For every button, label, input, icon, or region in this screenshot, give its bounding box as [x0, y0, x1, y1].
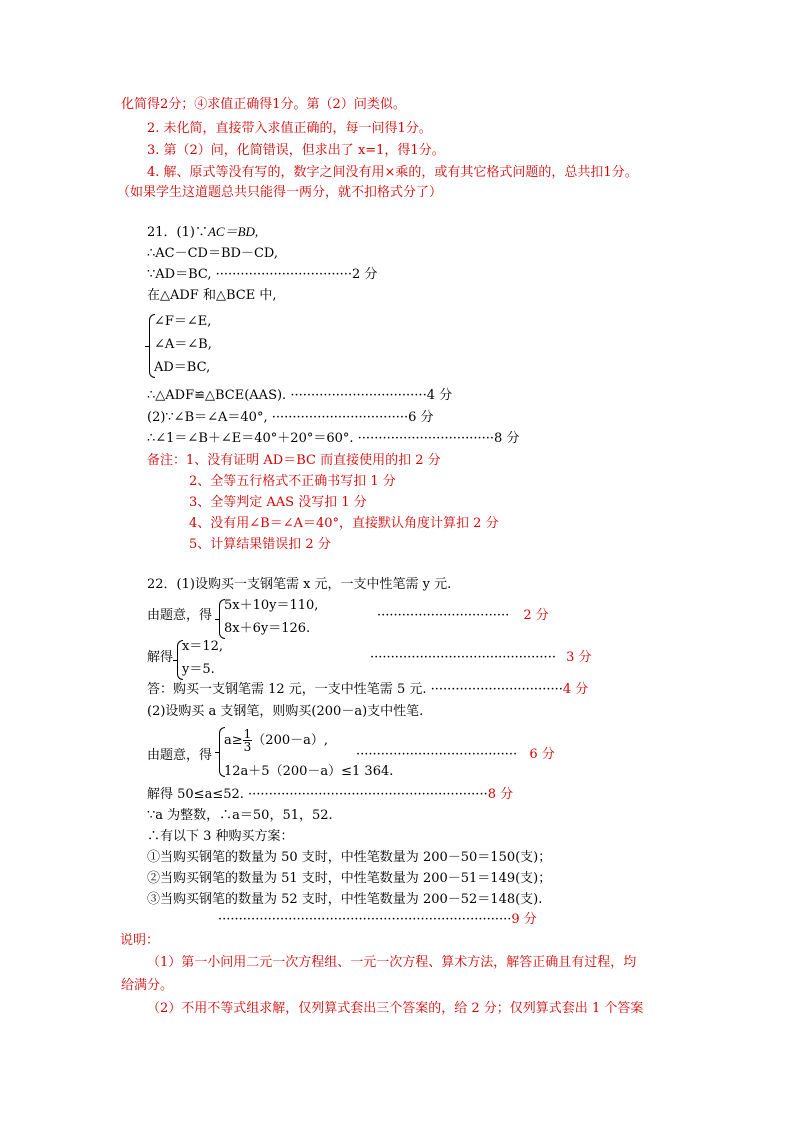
q22-lead-1: 由题意，得 [147, 608, 213, 623]
score-label: 2 分 [352, 267, 378, 282]
ineq-part: a≥ [224, 733, 243, 748]
q21-system-2: ∠A＝∠B, [154, 337, 212, 352]
q21-system-3: AD＝BC, [154, 360, 211, 375]
q22-ineq-lead: 由题意，得 [147, 748, 213, 763]
q21-line-3 [147, 266, 377, 284]
q21-line-4: 在△ADF 和△BCE 中, [147, 288, 277, 303]
ineq-part: （200－a）, [252, 733, 328, 748]
q21-line-7 [147, 430, 519, 448]
note-line-1: 化简得2分；④求值正确得1分。第（2）问类似。 [121, 97, 406, 112]
q22-three-plans: ∴有以下 3 种购买方案： [147, 829, 294, 844]
score-label: 8 分 [487, 787, 514, 802]
q22-ineq-2: 12a＋5（200－a）≤1 364. [224, 764, 394, 779]
explain-head: 说明： [120, 933, 160, 948]
note-line-2: 2. 未化简，直接带入求值正确的，每一问得1分。 [147, 121, 432, 136]
note-line-5: （如果学生这道题总共只能得一两分，就不扣格式分了） [117, 185, 443, 200]
leader-dots: ·························································· [248, 787, 488, 802]
q22-range [147, 786, 513, 804]
q22-eq-score-row [377, 607, 549, 625]
leader-dots: ································· [271, 410, 409, 425]
q21-number: 21．(1)∵ [147, 225, 208, 240]
q22-sol-2: y＝5. [182, 662, 215, 677]
q21-line-2: ∴AC－CD＝BD－CD, [147, 246, 278, 261]
q21-system-1: ∠F＝∠E, [154, 314, 212, 329]
q22-answer [147, 681, 588, 699]
q22-eq-1: 5x＋10y＝110, [224, 598, 319, 613]
q22-integer: ∵a 为整数，∴a＝50，51，52. [147, 808, 333, 823]
fraction-denominator: 3 [243, 740, 252, 754]
note-line-4: 4. 解、原式等没有写的，数字之间没有用×乘的，或有其它格式问题的，总共扣1分。 [147, 165, 638, 180]
q22-ineq-score-row [356, 746, 555, 764]
score-label: 4 分 [562, 682, 589, 697]
q21-given: AC＝BD, [207, 224, 259, 239]
q22-ineq-1 [224, 726, 328, 756]
q21-statement: ∵AD＝BC, [147, 267, 212, 282]
q21-note-2: 2、全等五行格式不正确书写扣 1 分 [189, 474, 396, 489]
explain-1a: （1）第一小问用二元一次方程组、一元一次方程、算术方法，解答正确且有过程，均 [147, 955, 637, 970]
q22-sol-lead: 解得 [147, 650, 174, 665]
q22-answer-text: 答：购买一支钢笔需 12 元，一支中性笔需 5 元. [147, 682, 427, 697]
q21-note-5: 5、计算结果错误扣 2 分 [189, 537, 331, 552]
note-line-3: 3. 第（2）问，化简错误，但求出了 x=1，得1分。 [147, 143, 445, 158]
q22-plan-3: ③当购买钢笔的数量为 52 支时，中性笔数量为 200－52＝148(支). [147, 892, 543, 907]
fraction-numerator: 1 [243, 727, 252, 741]
q21-note-4: 4、没有用∠B＝∠A＝40°，直接默认角度计算扣 2 分 [189, 516, 499, 531]
q22-range-text: 解得 50≤a≤52. [147, 787, 244, 802]
q22-part-2: (2)设购买 a 支钢笔，则购买(200－a)支中性笔. [147, 704, 424, 719]
score-label: 6 分 [408, 410, 434, 425]
q22-sol-1: x＝12, [182, 639, 224, 654]
q21-statement: (2)∵∠B＝∠A＝40°, [147, 410, 268, 425]
q22-final-score-row [218, 911, 537, 929]
leader-dots: ································ [430, 682, 563, 697]
score-label: 6 分 [529, 747, 555, 762]
score-label: 8 分 [494, 431, 520, 446]
leader-dots: ············································· [370, 650, 556, 665]
q21-line-5 [147, 387, 452, 405]
leader-dots: ································· [215, 267, 353, 282]
q22-line-1: 22．(1)设购买一支钢笔需 x 元，一支中性笔需 y 元. [147, 577, 452, 592]
q21-note-head: 备注：1、没有证明 AD＝BC 而直接使用的扣 2 分 [147, 453, 441, 468]
leader-dots: ······································································· [218, 912, 512, 927]
score-label: 9 分 [511, 912, 537, 927]
q22-eq-2: 8x＋6y＝126. [224, 621, 311, 636]
q21-line-1 [147, 223, 258, 242]
score-label: 2 分 [523, 608, 549, 623]
q22-plan-2: ②当购买钢笔的数量为 51 支时，中性笔数量为 200－51＝149(支)； [147, 871, 552, 886]
leader-dots: ································· [357, 431, 495, 446]
leader-dots: ································ [377, 608, 510, 623]
explain-1b: 给满分。 [121, 978, 174, 993]
q21-statement: ∴△ADF≌△BCE(AAS). [147, 388, 287, 403]
leader-dots: ······································· [356, 747, 518, 762]
q22-plan-1: ①当购买钢笔的数量为 50 支时，中性笔数量为 200－50＝150(支)； [147, 850, 552, 865]
q22-sol-score-row [370, 649, 592, 667]
explain-2: （2）不用不等式组求解，仅列算式套出三个答案的，给 2 分；仅列算式套出 1 个答案 [147, 1001, 644, 1016]
leader-dots: ································· [290, 388, 427, 403]
q21-line-6 [147, 409, 434, 427]
fraction [243, 728, 253, 753]
score-label: 3 分 [566, 650, 592, 665]
score-label: 4 分 [426, 388, 453, 403]
q21-note-3: 3、全等判定 AAS 没写扣 1 分 [189, 495, 367, 510]
q21-statement: ∴∠1＝∠B＋∠E＝40°＋20°＝60°. [147, 431, 354, 446]
